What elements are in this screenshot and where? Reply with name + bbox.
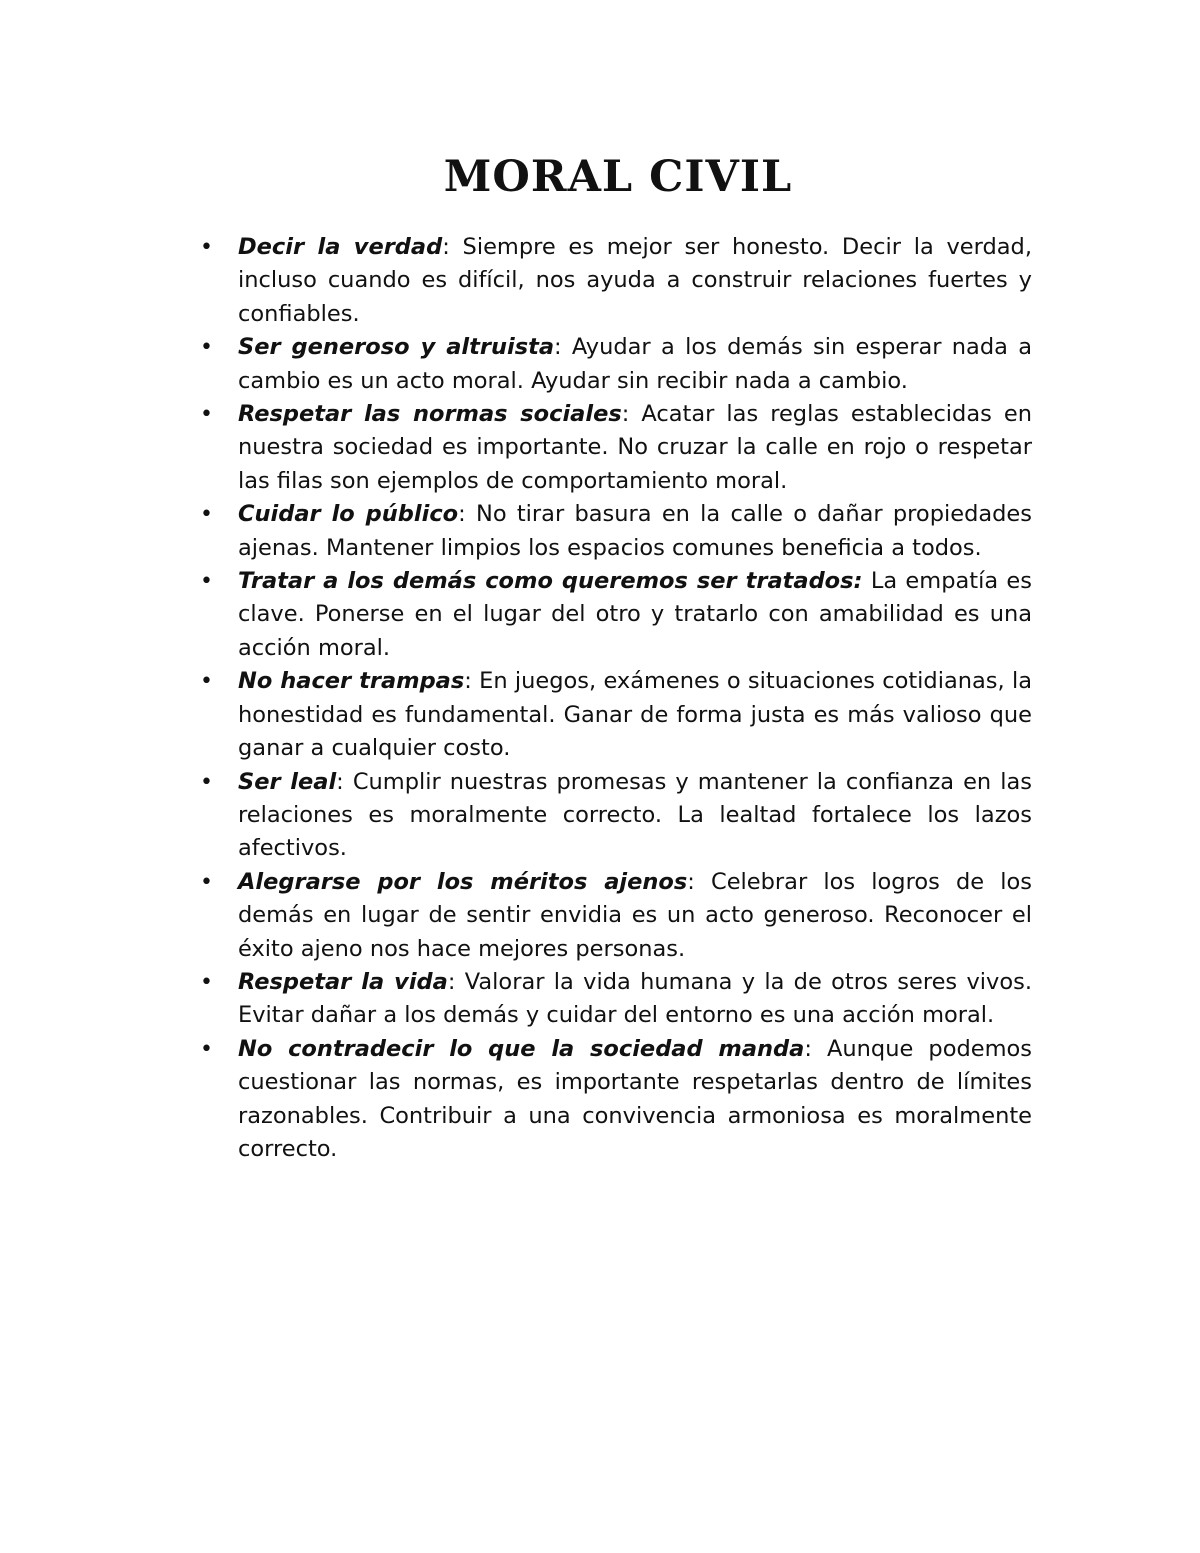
item-separator: : [621, 401, 630, 428]
item-separator: : [336, 768, 344, 795]
moral-list [200, 231, 1033, 1166]
list-item [200, 231, 1032, 331]
list-item [200, 331, 1032, 398]
item-text: Cumplir nuestras promesas y mantener la confianza en las relaciones es moralmente correcto. La lealtad fortalece los lazos afectivos. [238, 768, 1033, 862]
item-text: Valorar la vida humana y la de otros seres vivos. Evitar dañar a los demás y cuidar del entorno es una acción moral. [238, 968, 1032, 1029]
bullet-icon: • [200, 335, 213, 361]
bullet-icon: • [200, 1036, 213, 1062]
item-text: La empatía es clave. Ponerse en el lugar del otro y tratarlo con amabilidad es una acción moral. [238, 568, 1032, 661]
item-separator: : [458, 501, 466, 528]
bullet-icon: • [200, 235, 213, 260]
list-item [200, 866, 1032, 966]
item-term: No hacer trampas [238, 668, 465, 695]
item-separator: : [464, 668, 472, 695]
item-term: Alegrarse por los méritos ajenos [238, 868, 688, 895]
item-term: Ser leal [238, 768, 337, 795]
item-term: Decir la verdad [238, 234, 443, 260]
item-text: Acatar las reglas establecidas en nuestra sociedad es importante. No cruzar la calle en rojo o respetar las filas son ejemplos de comportamiento moral. [238, 401, 1032, 494]
bullet-icon: • [200, 669, 213, 695]
list-item [200, 565, 1032, 665]
item-term: No contradecir lo que la sociedad manda [238, 1035, 805, 1062]
item-text: No tirar basura en la calle o dañar propiedades ajenas. Mantener limpios los espacios comunes beneficia a todos. [238, 501, 1032, 561]
item-separator: : [687, 868, 695, 895]
bullet-icon: • [200, 569, 213, 595]
item-text: Aunque podemos cuestionar las normas, es importante respetarlas dentro de límites razonables. Contribuir a una convivencia armoniosa es moralmente correcto. [238, 1035, 1032, 1162]
item-term: Cuidar lo público [238, 501, 459, 528]
item-term: Tratar a los demás como queremos ser tratados: [238, 568, 863, 595]
item-separator: : [804, 1035, 812, 1062]
list-item [200, 766, 1033, 866]
bullet-icon: • [200, 402, 213, 428]
list-item [200, 498, 1032, 565]
item-term: Respetar las normas sociales [238, 401, 622, 428]
item-text: Ayudar a los demás sin esperar nada a cambio es un acto moral. Ayudar sin recibir nada a cambio. [238, 334, 1032, 394]
bullet-icon: • [200, 769, 213, 795]
item-separator: : [447, 968, 456, 995]
item-separator: : [554, 334, 562, 361]
bullet-icon: • [200, 502, 213, 528]
item-term: Respetar la vida [238, 968, 448, 995]
bullet-icon: • [200, 969, 213, 995]
bullet-icon: • [200, 869, 213, 895]
list-item [200, 665, 1032, 765]
item-separator: : [442, 234, 450, 260]
item-text: Siempre es mejor ser honesto. Decir la verdad, incluso cuando es difícil, nos ayuda a construir relaciones fuertes y confiables. [238, 234, 1032, 327]
item-text: Celebrar los logros de los demás en lugar de sentir envidia es un acto generoso. Reconocer el éxito ajeno nos hace mejores personas. [238, 868, 1032, 962]
page-title: MORAL CIVIL [443, 152, 793, 202]
item-text: En juegos, exámenes o situaciones cotidianas, la honestidad es fundamental. Ganar de forma justa es más valioso que ganar a cualquier costo. [238, 668, 1032, 762]
list-item [200, 966, 1032, 1033]
list-item [200, 398, 1032, 498]
list-item [200, 1033, 1032, 1167]
item-term: Ser generoso y altruista [238, 334, 555, 361]
